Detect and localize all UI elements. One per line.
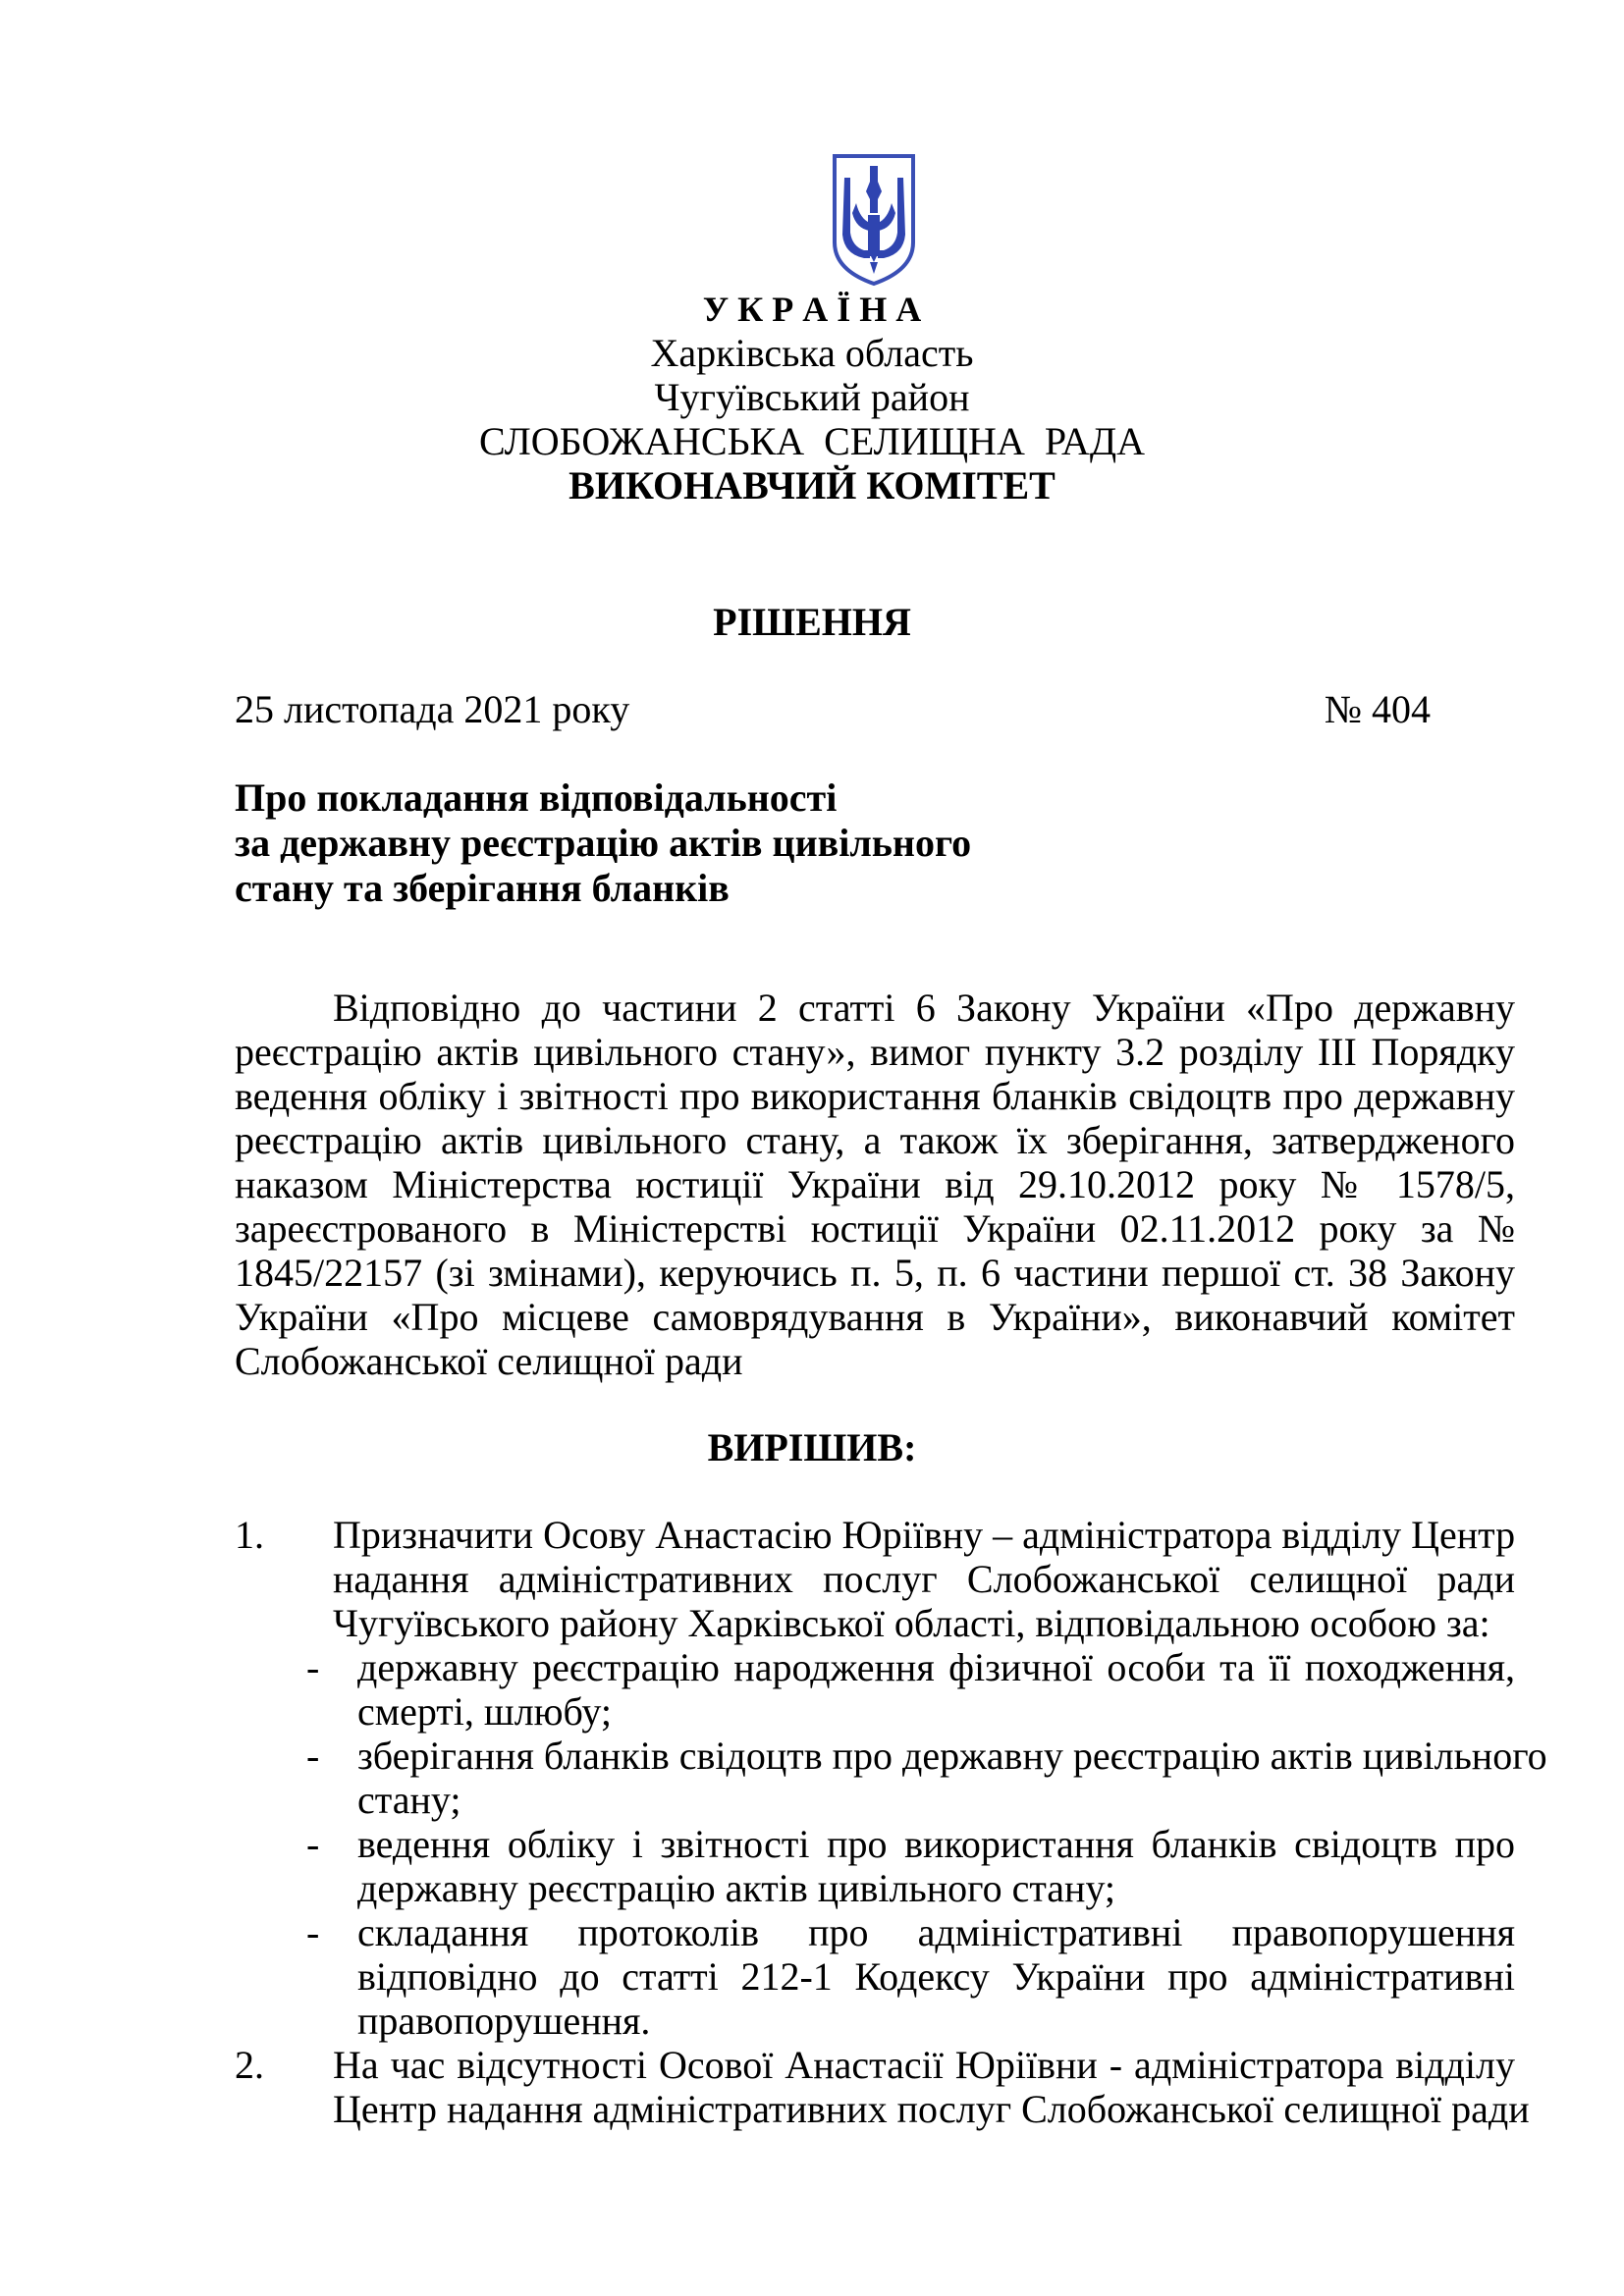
bullet-line: зберігання бланків свідоцтв про державну реєстрацію актів цивільного	[357, 1734, 1547, 1778]
preamble-line: реєстрацію актів цивільного стану, а також їх зберігання, затвердженого	[235, 1118, 1515, 1162]
bullet-line: смерті, шлюбу;	[357, 1689, 612, 1734]
preamble-line: України «Про місцеве самоврядування в України», виконавчий комітет	[235, 1295, 1515, 1339]
coat-of-arms-icon	[831, 152, 917, 288]
bullet-line: ведення обліку і звітності про використання бланків свідоцтв про	[357, 1822, 1515, 1866]
item-line: Чугуївського району Харківської області, відповідальною особою за:	[333, 1601, 1490, 1645]
subject-line-1: Про покладання відповідальності	[235, 775, 838, 820]
document-type: РІШЕННЯ	[713, 600, 911, 644]
bullet-line: державну реєстрацію актів цивільного стану;	[357, 1866, 1116, 1910]
bullet-mark: -	[306, 1645, 320, 1689]
council-name: СЛОБОЖАНСЬКА СЕЛИЩНА РАДА	[478, 419, 1146, 463]
item-line: Центр надання адміністративних послуг Слобожанської селищної ради	[333, 2087, 1530, 2131]
item-number: 2.	[235, 2043, 264, 2087]
bullet-mark: -	[306, 1910, 320, 1954]
item-line: На час відсутності Осової Анастасії Юріївни - адміністратора відділу	[333, 2043, 1515, 2087]
preamble-line: наказом Міністерства юстиції України від 29.10.2012 року № 1578/5,	[235, 1162, 1515, 1206]
preamble-line: реєстрацію актів цивільного стану», вимог пункту 3.2 розділу ІІІ Порядку	[235, 1030, 1515, 1074]
bullet-line: складання протоколів про адміністративні правопорушення	[357, 1910, 1515, 1954]
item-line: Призначити Осову Анастасію Юріївну – адміністратора відділу Центр	[333, 1513, 1516, 1557]
resolved-heading: ВИРІШИВ:	[707, 1425, 917, 1469]
decision-date: 25 листопада 2021 року	[235, 687, 630, 731]
subject-line-2: за державну реєстрацію актів цивільного	[235, 821, 972, 865]
committee-name: ВИКОНАВЧИЙ КОМІТЕТ	[568, 463, 1056, 507]
item-line: надання адміністративних послуг Слобожанської селищної ради	[333, 1557, 1515, 1601]
bullet-mark: -	[306, 1822, 320, 1866]
bullet-line: відповідно до статті 212-1 Кодексу України про адміністративні	[357, 1954, 1515, 1999]
preamble-line: зареєстрованого в Міністерстві юстиції України 02.11.2012 року за №	[235, 1206, 1515, 1251]
subject-line-3: стану та зберігання бланків	[235, 866, 730, 910]
bullet-mark: -	[306, 1734, 320, 1778]
item-number: 1.	[235, 1513, 264, 1557]
bullet-line: стану;	[357, 1778, 461, 1822]
preamble-line: ведення обліку і звітності про використання бланків свідоцтв про державну	[235, 1074, 1515, 1118]
preamble-line: Відповідно до частини 2 статті 6 Закону України «Про державну	[333, 986, 1515, 1030]
country-name: У К Р А Ї Н А	[702, 290, 922, 329]
region-name: Харківська область	[650, 331, 974, 375]
preamble-line: 1845/22157 (зі змінами), керуючись п. 5, п. 6 частини першої ст. 38 Закону	[235, 1251, 1515, 1295]
bullet-line: правопорушення.	[357, 1999, 651, 2043]
district-name: Чугуївський район	[654, 375, 970, 419]
preamble-line: Слобожанської селищної ради	[235, 1339, 743, 1383]
decision-number: № 404	[1324, 687, 1431, 731]
bullet-line: державну реєстрацію народження фізичної особи та її походження,	[357, 1645, 1515, 1689]
